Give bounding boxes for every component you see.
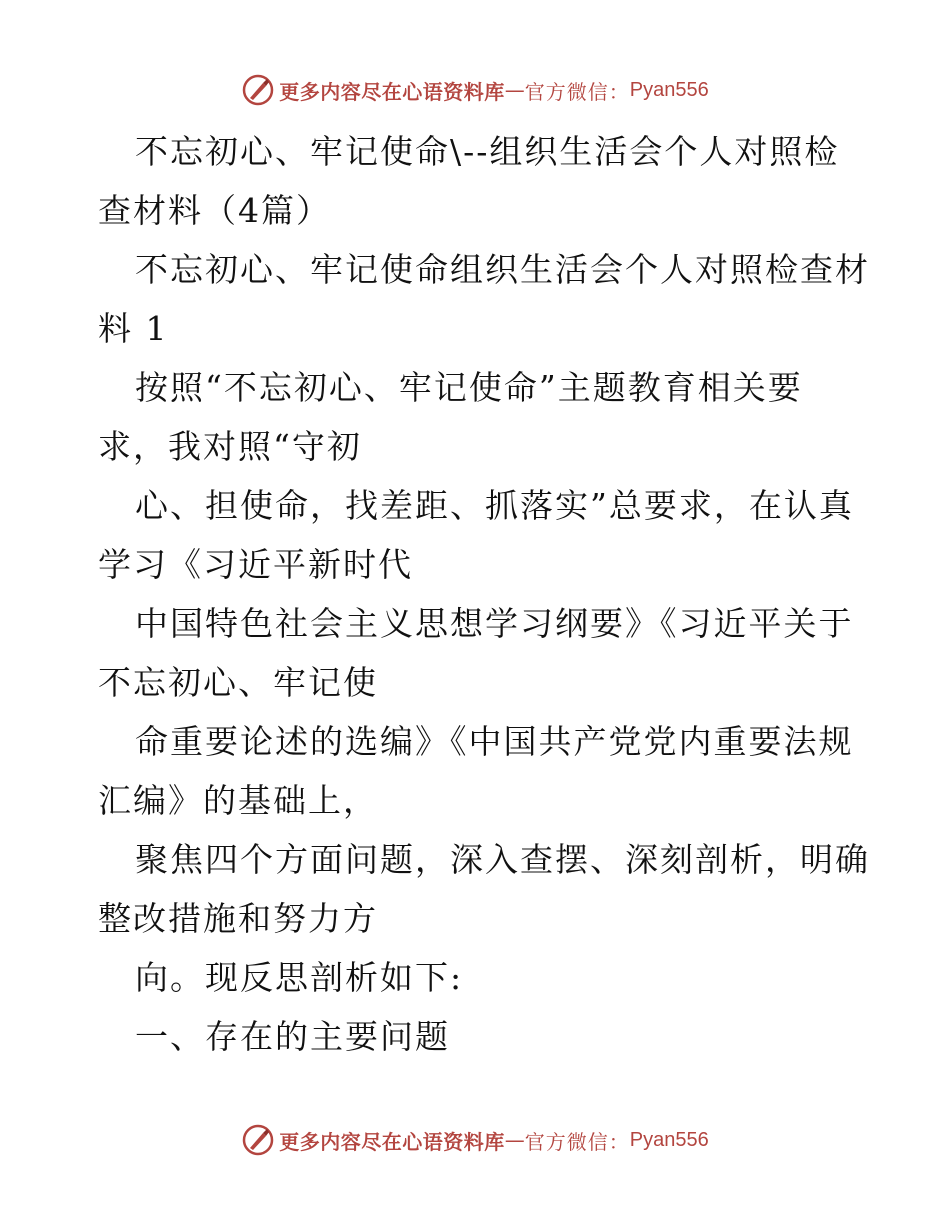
watermark-wechat-label: 官方微信： [524, 1129, 630, 1154]
watermark-wechat-label: 官方微信： [524, 79, 630, 104]
watermark-separator: — [504, 1128, 525, 1152]
text-line: 整改措施和努力方 [98, 899, 378, 938]
text-line: 不忘初心、牢记使命组织生活会个人对照检查材 [135, 250, 870, 289]
text-line: 命重要论述的选编》《中国共产党党内重要法规 [135, 722, 854, 761]
text-line: 向。现反思剖析如下: [135, 958, 464, 997]
text-line: 汇编》的基础上， [98, 781, 378, 820]
watermark-separator: — [504, 78, 525, 102]
document-body [98, 122, 868, 1066]
text-line: 查材料（4篇） [98, 191, 331, 230]
text-line: 不忘初心、牢记使 [98, 663, 378, 702]
watermark-header [0, 70, 950, 110]
text-line: 学习《习近平新时代 [98, 545, 413, 584]
pen-logo-icon [241, 1123, 275, 1157]
text-line: 求，我对照“守初 [98, 427, 362, 466]
text-line: 心、担使命，找差距、抓落实”总要求，在认真 [135, 486, 854, 525]
text-line: 按照“不忘初心、牢记使命”主题教育相关要 [135, 368, 803, 407]
watermark-wechat-id: Pyan556 [629, 1128, 709, 1151]
text-line: 不忘初心、牢记使命\--组织生活会个人对照检 [135, 132, 840, 171]
text-line: 聚焦四个方面问题，深入查摆、深刻剖析，明确 [135, 840, 870, 879]
watermark-site-text: 更多内容尽在心语资料库 [279, 1129, 505, 1154]
text-line: 中国特色社会主义思想学习纲要》《习近平关于 [135, 604, 854, 643]
pen-logo-icon [241, 73, 275, 107]
watermark-site-text: 更多内容尽在心语资料库 [279, 79, 505, 104]
text-line: 一、存在的主要问题 [135, 1017, 450, 1056]
watermark-footer [0, 1120, 950, 1160]
watermark-wechat-id: Pyan556 [629, 78, 709, 101]
text-line: 料 1 [98, 309, 169, 348]
